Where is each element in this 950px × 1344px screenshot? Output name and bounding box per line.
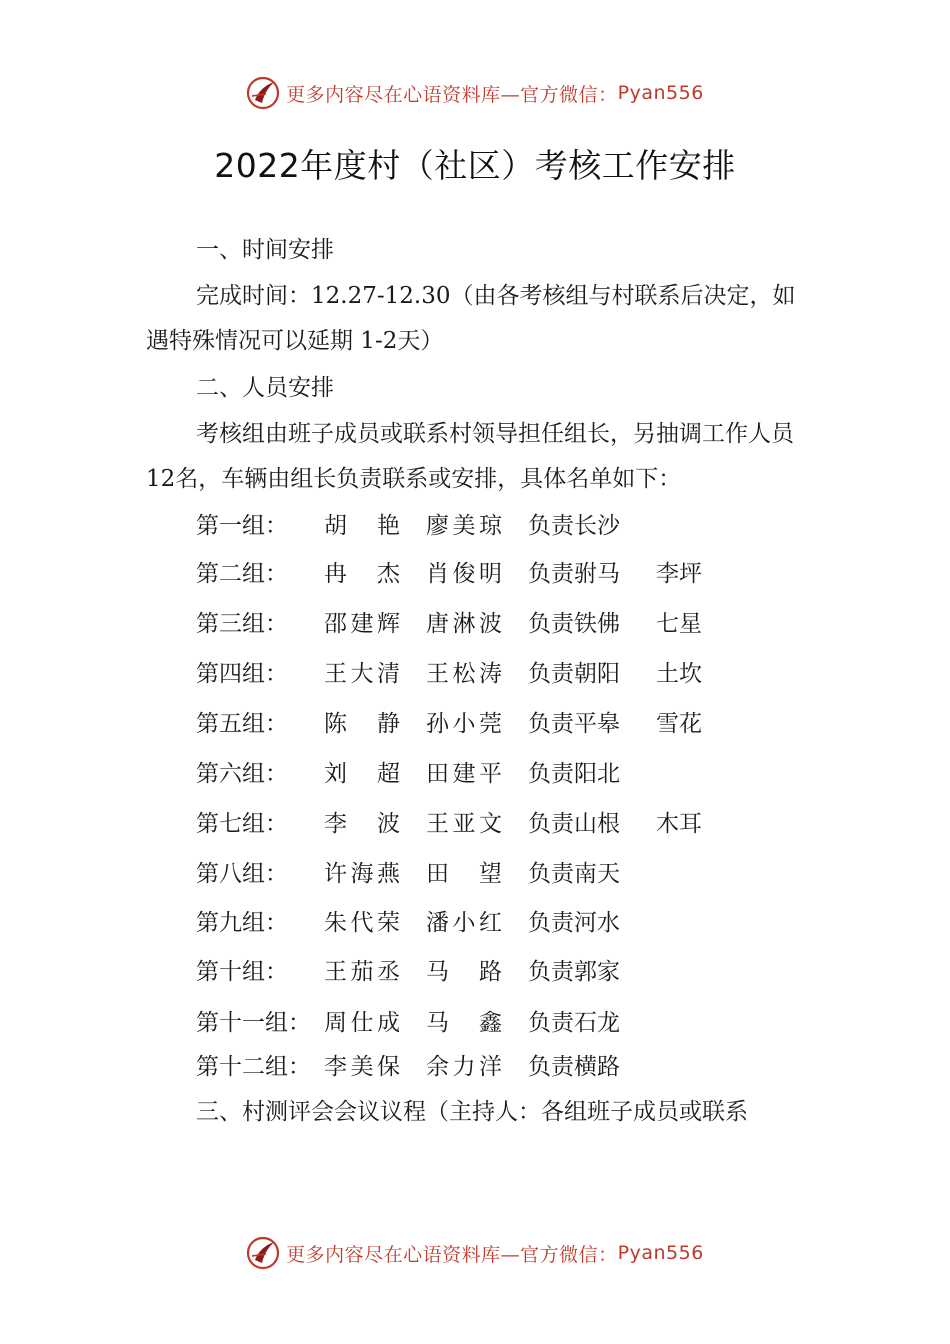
- group-member-2: 余力洋: [426, 1054, 502, 1080]
- group-area-extra: 雪花: [656, 711, 702, 737]
- group-member-2: 马路: [426, 959, 502, 985]
- group-area: 负责石龙: [528, 1010, 620, 1036]
- group-member-2: 肖俊明: [426, 561, 502, 587]
- group-member-1: 许海燕: [324, 861, 400, 887]
- group-member-2: 田望: [426, 861, 502, 887]
- group-label: 第六组：: [196, 761, 288, 787]
- group-area: 负责长沙: [528, 513, 620, 539]
- watermark-header: [0, 73, 950, 113]
- group-member-2: 孙小莞: [426, 711, 502, 737]
- group-area: 负责阳北: [528, 761, 620, 787]
- watermark-text: 更多内容尽在心语资料库—官方微信：: [286, 83, 618, 106]
- group-area: 负责驸马: [528, 561, 620, 587]
- group-member-1: 刘超: [324, 761, 400, 787]
- group-member-2: 王亚文: [426, 811, 502, 837]
- group-area: 负责铁佛: [528, 611, 620, 637]
- watermark-logo-icon: [246, 76, 280, 110]
- group-area: 负责山根: [528, 811, 620, 837]
- group-area-extra: 木耳: [656, 811, 702, 837]
- group-label: 第十一组：: [196, 1010, 311, 1036]
- group-member-2: 王松涛: [426, 661, 502, 687]
- group-member-1: 王茄丞: [324, 959, 400, 985]
- section2-body: 考核组由班子成员或联系村领导担任组长，另抽调工作人员 12名，车辆由组长负责联系或安排，具体名单如下：: [146, 421, 794, 492]
- group-label: 第七组：: [196, 811, 288, 837]
- group-label: 第二组：: [196, 561, 288, 587]
- group-member-1: 陈静: [324, 711, 400, 737]
- group-area-extra: 土坎: [656, 661, 702, 687]
- group-label: 第十组：: [196, 959, 288, 985]
- group-area: 负责平皋: [528, 711, 620, 737]
- group-area: 负责横路: [528, 1054, 620, 1080]
- group-area: 负责河水: [528, 910, 620, 936]
- group-label: 第五组：: [196, 711, 288, 737]
- group-member-1: 冉杰: [324, 561, 400, 587]
- section1-body: 完成时间：12.27-12.30（由各考核组与村联系后决定，如遇特殊情况可以延期 1-2天）: [146, 283, 796, 354]
- group-label: 第九组：: [196, 910, 288, 936]
- group-label: 第三组：: [196, 611, 288, 637]
- group-member-1: 朱代荣: [324, 910, 400, 936]
- group-label: 第一组：: [196, 513, 288, 539]
- group-area: 负责朝阳: [528, 661, 620, 687]
- section3-heading: 三、村测评会会议议程（主持人：各组班子成员或联系: [196, 1099, 748, 1125]
- group-area: 负责郭家: [528, 959, 620, 985]
- group-area-extra: 李坪: [656, 561, 702, 587]
- page-title: 2022年度村（社区）考核工作安排: [214, 146, 736, 185]
- group-member-1: 李波: [324, 811, 400, 837]
- group-member-2: 潘小红: [426, 910, 502, 936]
- group-label: 第八组：: [196, 861, 288, 887]
- watermark-text: 更多内容尽在心语资料库—官方微信：: [286, 1243, 618, 1266]
- group-area-extra: 七星: [656, 611, 702, 637]
- watermark-footer: [0, 1233, 950, 1273]
- group-member-1: 周仕成: [324, 1010, 400, 1036]
- section2-heading: 二、人员安排: [196, 375, 334, 401]
- section1-heading: 一、时间安排: [196, 237, 334, 263]
- watermark-logo-icon: [246, 1236, 280, 1270]
- group-label: 第四组：: [196, 661, 288, 687]
- watermark-wechat-id: Pyan556: [617, 82, 704, 104]
- group-member-2: 廖美琼: [426, 513, 502, 539]
- group-member-1: 李美保: [324, 1054, 400, 1080]
- group-member-2: 马鑫: [426, 1010, 502, 1036]
- watermark-wechat-id: Pyan556: [617, 1242, 704, 1264]
- group-member-2: 唐淋波: [426, 611, 502, 637]
- group-member-2: 田建平: [426, 761, 502, 787]
- group-member-1: 王大清: [324, 661, 400, 687]
- group-member-1: 邵建辉: [324, 611, 400, 637]
- group-area: 负责南天: [528, 861, 620, 887]
- group-label: 第十二组：: [196, 1054, 311, 1080]
- group-member-1: 胡艳: [324, 513, 400, 539]
